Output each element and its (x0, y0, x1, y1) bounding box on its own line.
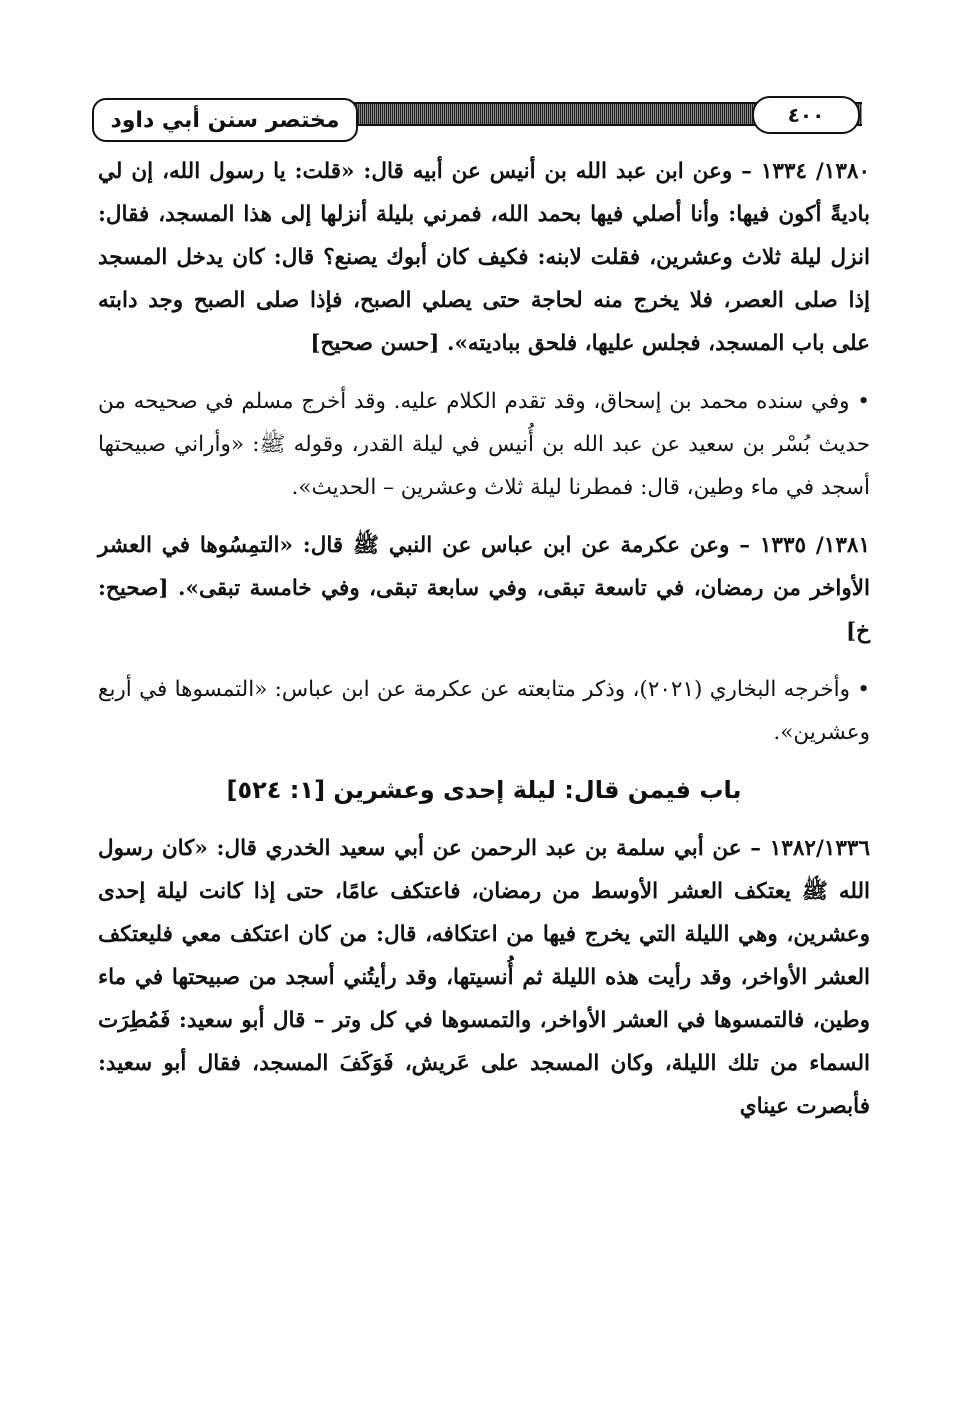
book-title: مختصر سنن أبي داود (92, 98, 358, 142)
running-header (92, 96, 868, 144)
page-body (98, 150, 870, 1143)
chapter-heading: باب فيمن قال: ليلة إحدى وعشرين [١: ٥٢٤] (226, 776, 742, 804)
hadith-1382: ١٣٨٢/١٣٣٦ – عن أبي سلمة بن عبد الرحمن عن أبي سعيد الخدري قال: «كان رسول الله ﷺ يعتكف العشر الأوسط من رمضان، فاعتكف عامًا، حتى إذا كانت ليلة إحدى وعشرين، وهي الليلة التي يخرج فيها من اعتكافه، قال: من كان اعتكف معي فليعتكف العشر الأواخر، وقد رأيت هذه الليلة ثم أُنسيتها، وقد رأيتُني أسجد من صبيحتها في ماء وطين، فالتمسوها في العشر الأواخر، والتمسوها في كل وتر – قال أبو سعيد: فَمُطِرَت السماء من تلك الليلة، وكان المسجد على عَريش، فَوَكَفَ المسجد، فقال أبو سعيد: فأبصرت عيناي (98, 836, 870, 1119)
hadith-1381: ١٣٨١/ ١٣٣٥ – وعن عكرمة عن ابن عباس عن النبي ﷺ قال: «التمِسُوها في العشر الأواخر من رمضان، في تاسعة تبقى، وفي سابعة تبقى، وفي خامسة تبقى». [صحيح: خ] (98, 533, 870, 644)
page-number: ٤٠٠ (752, 96, 860, 134)
commentary-note-2: • وأخرجه البخاري (٢٠٢١)، وذكر متابعته عن عكرمة عن ابن عباس: «التمسوها في أربع وعشرين». (98, 677, 870, 745)
hadith-1380: ١٣٨٠/ ١٣٣٤ – وعن ابن عبد الله بن أنيس عن أبيه قال: «قلت: يا رسول الله، إن لي باديةً أكون فيها: وأنا أصلي فيها بحمد الله، فمرني بليلة أنزلها إلى هذا المسجد، فقال: انزل ليلة ثلاث وعشرين، فقلت لابنه: فكيف كان أبوك يصنع؟ قال: كان يدخل المسجد إذا صلى العصر، فلا يخرج منه لحاجة حتى يصلي الصبح، فإذا صلى الصبح وجد دابته على باب المسجد، فجلس عليها، فلحق بباديته». [حسن صحيح] (98, 159, 871, 356)
commentary-note-1: • وفي سنده محمد بن إسحاق، وقد تقدم الكلام عليه. وقد أخرج مسلم في صحيحه من حديث بُسْر بن سعيد عن عبد الله بن أُنيس في ليلة القدر، وقوله ﷺ: «وأراني صبيحتها أسجد في ماء وطين، قال: فمطرنا ليلة ثلاث وعشرين – الحديث». (98, 389, 870, 500)
